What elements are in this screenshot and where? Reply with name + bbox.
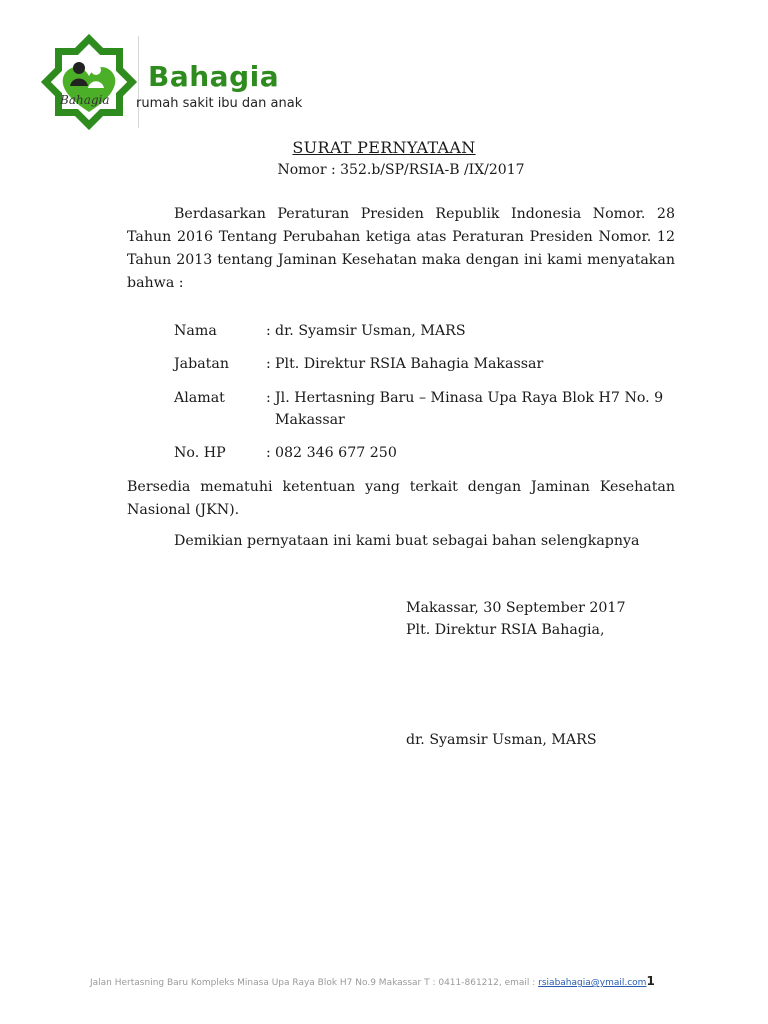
brand-tagline: rumah sakit ibu dan anak [136,96,303,111]
logo-script-word: Bahagia [60,93,110,107]
statement-paragraph: Bersedia mematuhi ketentuan yang terkait dengan Jaminan Kesehatan Nasional (JKN). [127,479,675,518]
footer-email-link[interactable]: rsiabahagia@ymail.com [538,978,647,988]
field-colon: : [266,356,271,372]
document-number: Nomor : 352.b/SP/RSIA-B /IX/2017 [277,162,525,178]
octagram-heart-family-icon [36,34,142,130]
signature-place-date: Makassar, 30 September 2017 [406,600,626,616]
footer-address: Jalan Hertasning Baru Kompleks Minasa Upa Raya Blok H7 No.9 Makassar T : 0411-861212, email : [90,978,539,988]
field-colon: : [266,390,271,406]
field-colon: : [266,445,271,461]
signature-name: dr. Syamsir Usman, MARS [406,732,597,748]
signature-position: Plt. Direktur RSIA Bahagia, [406,622,605,638]
field-value: Jl. Hertasning Baru – Minasa Upa Raya Blok H7 No. 9 [275,390,664,406]
field-label: Alamat [174,390,225,406]
document-title: SURAT PERNYATAAN [292,138,476,157]
brand-name: Bahagia [148,60,280,93]
field-label: Jabatan [174,356,229,372]
intro-paragraph: Berdasarkan Peraturan Presiden Republik Indonesia Nomor. 28 Tahun 2016 Tentang Perubahan ketiga atas Peraturan Presiden Nomor. 12 Tahun 2013 tentang Jaminan Kesehatan maka dengan ini kami menyatakan bahwa : [127,206,675,291]
field-value: dr. Syamsir Usman, MARS [275,323,466,339]
field-value: 082 346 677 250 [275,445,397,461]
field-value: Plt. Direktur RSIA Bahagia Makassar [275,356,544,372]
page-number: 1 [646,974,655,988]
field-colon: : [266,323,271,339]
field-label: Nama [174,323,217,339]
field-label: No. HP [174,445,226,461]
page-footer [90,974,655,988]
field-value-continued: Makassar [275,412,345,428]
closing-paragraph: Demikian pernyataan ini kami buat sebagai bahan selengkapnya [174,533,640,549]
logo-divider [138,36,139,128]
logo-script-text [56,88,136,112]
letterhead-logo [36,34,303,134]
